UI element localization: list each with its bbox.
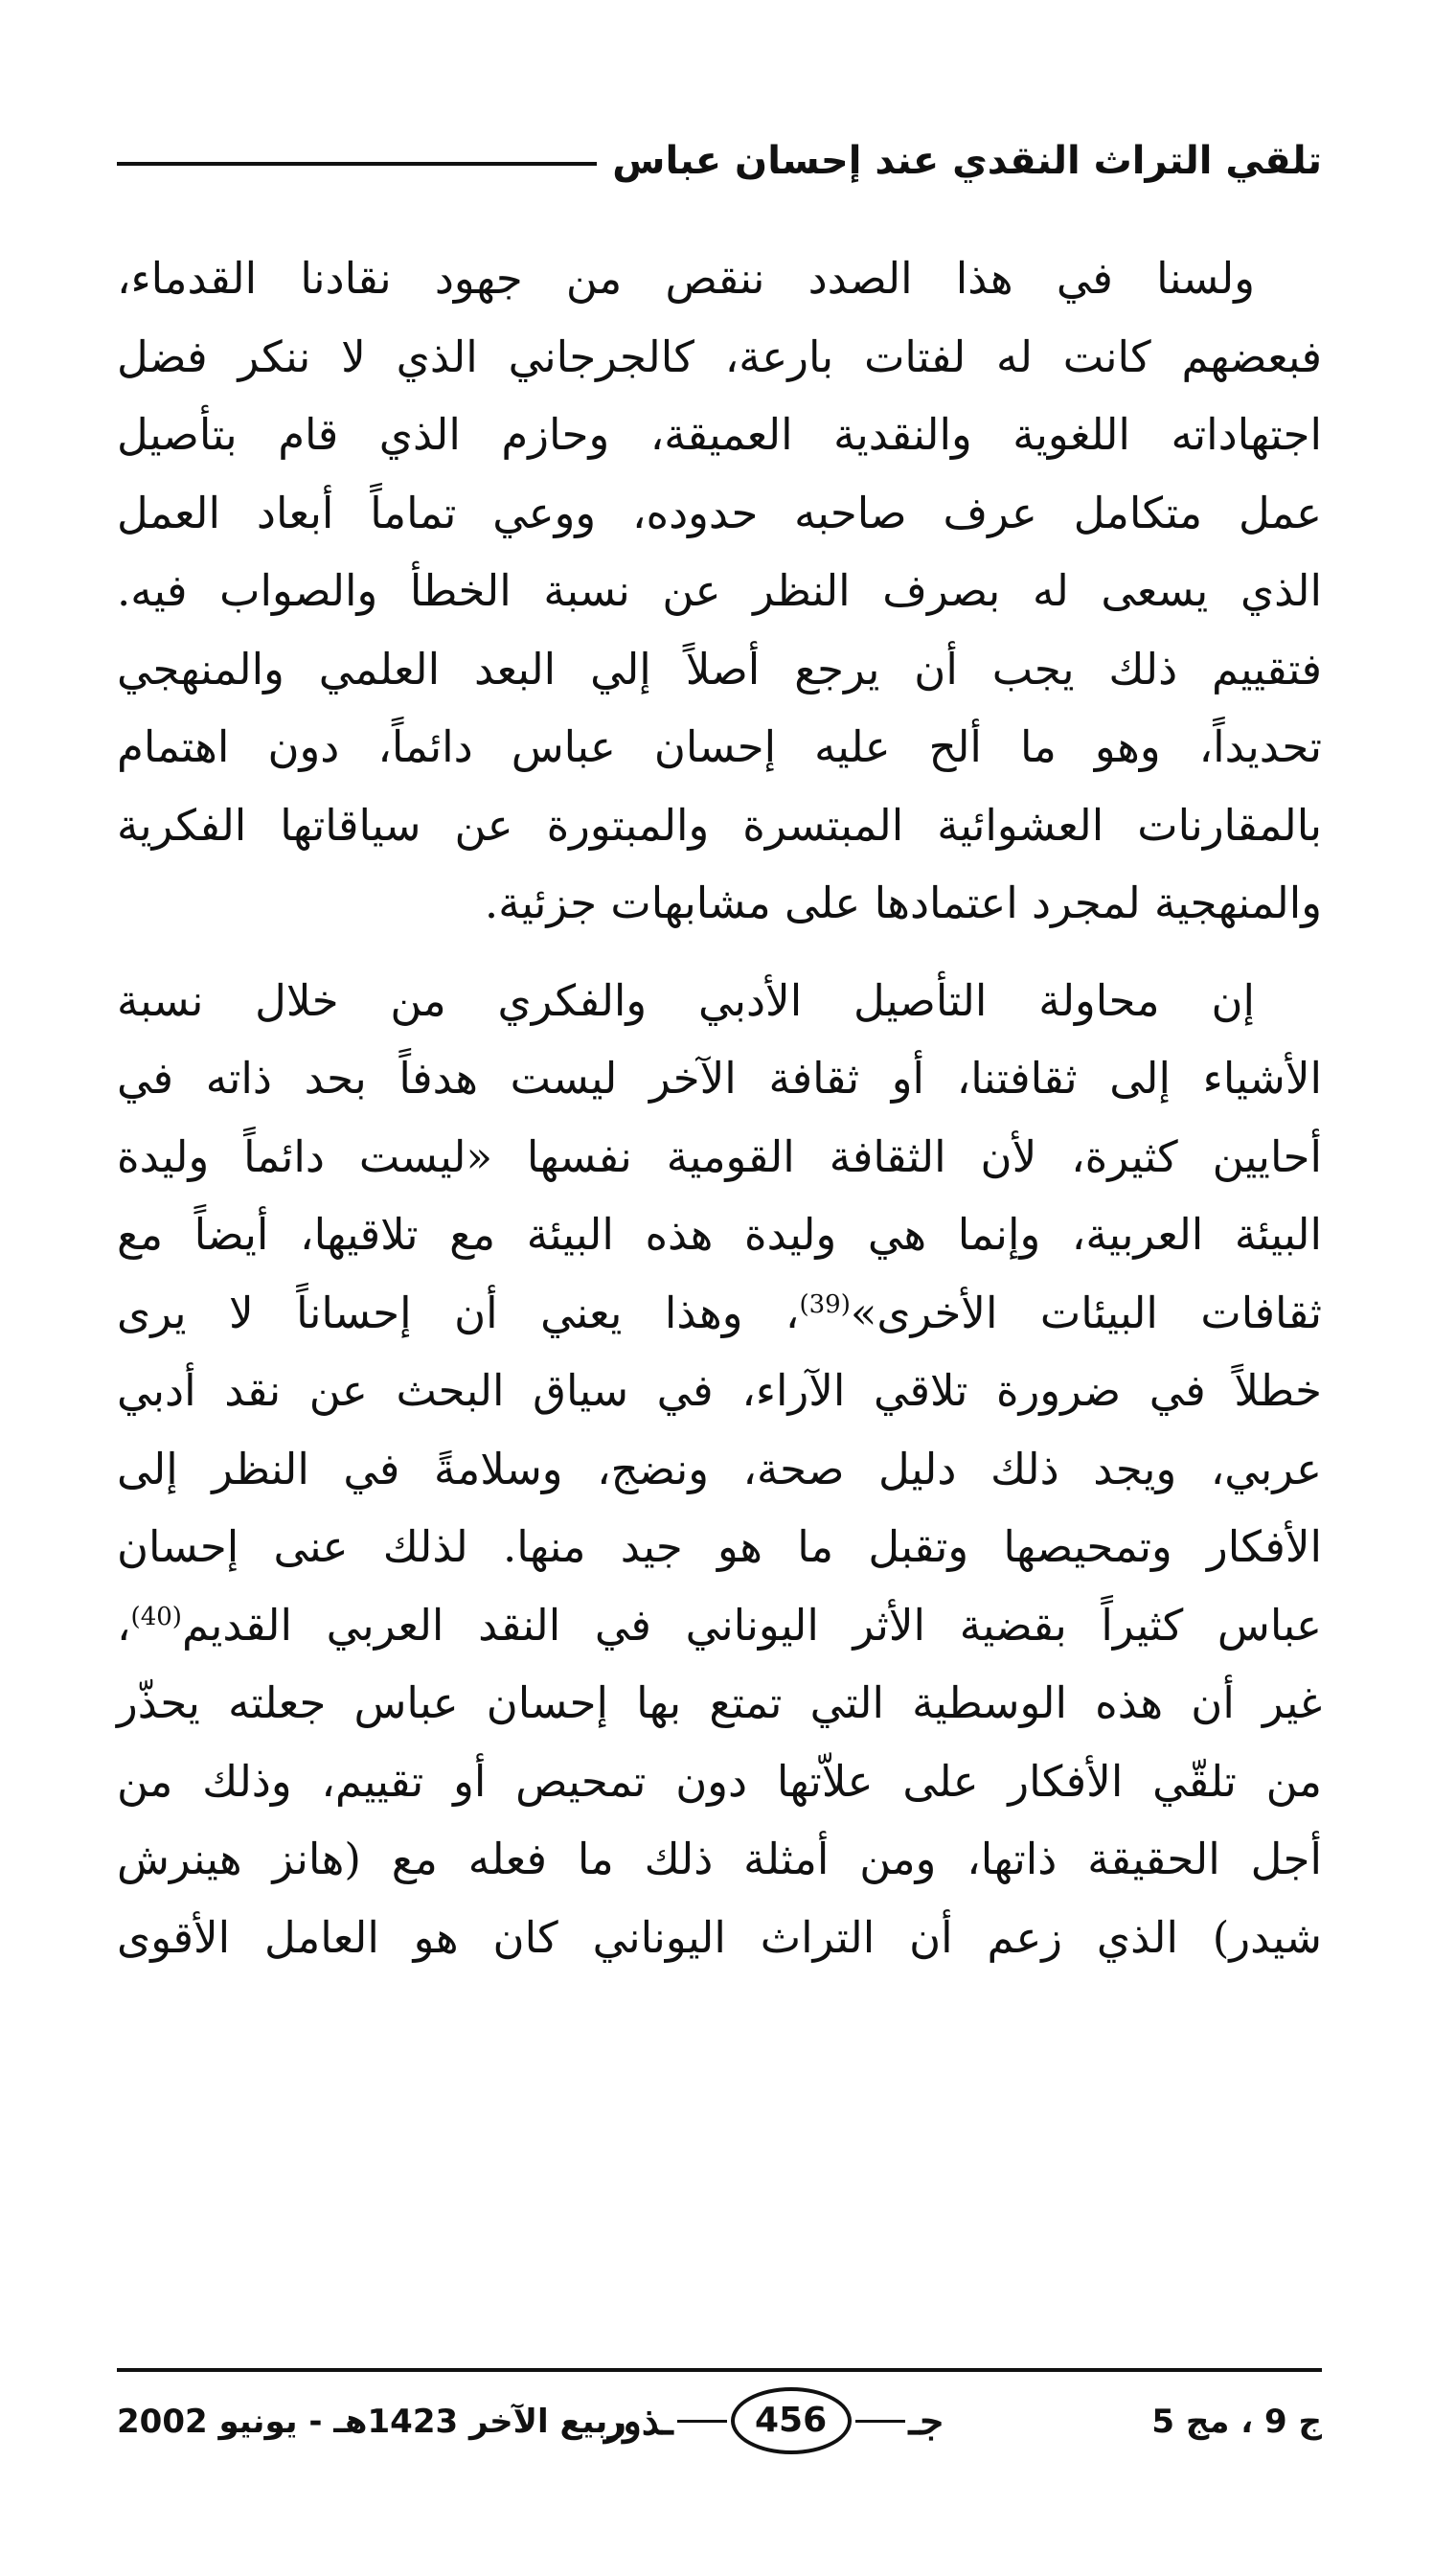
text-line: غير أن هذه الوسطية التي تمتع بها إحسان عباس جعلته يحذّر [117,1677,1322,1728]
text-segment: عباس كثيراً بقضية الأثر اليوناني في النقد العربي القديم [181,1599,1322,1651]
text-line: الأفكار وتمحيصها وتقبل ما هو جيد منها. لذلك عنى إحسان [117,1521,1322,1572]
journal-stroke [855,2420,905,2423]
body-text [117,239,1322,1976]
running-title: تلقي التراث النقدي عند إحسان عباس [612,139,1322,183]
text-line: عمل متكامل عرف صاحبه حدوده، ووعي تماماً أبعاد العمل [117,487,1322,538]
journal-name [604,2387,944,2454]
text-line: عربي، ويجد ذلك دليل صحة، ونضج، وسلامةً في النظر إلى [117,1443,1322,1494]
text-line: فبعضهم كانت له لفتات بارعة، كالجرجاني الذي لا ننكر فضل [117,330,1322,382]
text-line: أحايين كثيرة، لأن الثقافة القومية نفسها «ليست دائماً وليدة [117,1130,1322,1182]
paragraph-gap [117,943,1322,962]
text-line: شيدر) الذي زعم أن التراث اليوناني كان هو العامل الأقوى [117,1911,1322,1963]
issue-info: ج 9 ، مج 5 [1151,2403,1322,2441]
journal-name-part: جـ [908,2398,944,2444]
issue-date: ربيع الآخر 1423هـ - يونيو 2002 [117,2403,626,2441]
text-line-with-footnote [117,1274,1322,1353]
page-number: 456 [731,2387,852,2454]
text-line: فتقييم ذلك يجب أن يرجع أصلاً إلي البعد العلمي والمنهجي [117,643,1322,695]
running-header [117,123,1322,199]
text-segment: ، وهذا يعني أن إحساناً لا يرى [117,1287,800,1338]
footnote-marker-39: (39) [799,1289,851,1319]
text-segment: ، [117,1599,131,1651]
footer-rule [117,2368,1322,2372]
text-line: ولسنا في هذا الصدد ننقص من جهود نقادنا القدماء، [117,253,1255,304]
journal-name-part: ـذور [604,2398,673,2444]
text-line: الأشياء إلى ثقافتنا، أو ثقافة الآخر ليست هدفاً بحد ذاته في [117,1053,1322,1104]
text-line: أجل الحقيقة ذاتها، ومن أمثلة ذلك ما فعله مع (هانز هينرش [117,1834,1322,1884]
footnote-marker-40: (40) [130,1602,182,1631]
text-line: من تلقّي الأفكار على علاّتها دون تمحيص أو تقييم، وذلك من [117,1755,1322,1807]
text-line-with-footnote [117,1586,1322,1665]
text-line: تحديداً، وهو ما ألح عليه إحسان عباس دائماً، دون اهتمام [117,721,1322,772]
text-line: البيئة العربية، وإنما هي وليدة هذه البيئة مع تلاقيها، أيضاً مع [117,1209,1322,1260]
text-segment: ثقافات البيئات الأخرى» [850,1287,1322,1338]
journal-stroke [677,2420,727,2423]
text-line: خطلاً في ضرورة تلاقي الآراء، في سياق البحث عن نقد أدبي [117,1365,1322,1416]
text-line: إن محاولة التأصيل الأدبي والفكري من خلال نسبة [117,974,1255,1026]
text-line: والمنهجية لمجرد اعتمادها على مشابهات جزئية. [484,877,1322,928]
text-line: الذي يسعى له بصرف النظر عن نسبة الخطأ والصواب فيه. [117,565,1322,616]
header-rule [117,162,597,166]
text-line: بالمقارنات العشوائية المبتسرة والمبتورة عن سياقاتها الفكرية [117,799,1322,851]
text-line: اجتهاداته اللغوية والنقدية العميقة، وحازم الذي قام بتأصيل [117,409,1322,460]
page-footer [117,2385,1322,2462]
